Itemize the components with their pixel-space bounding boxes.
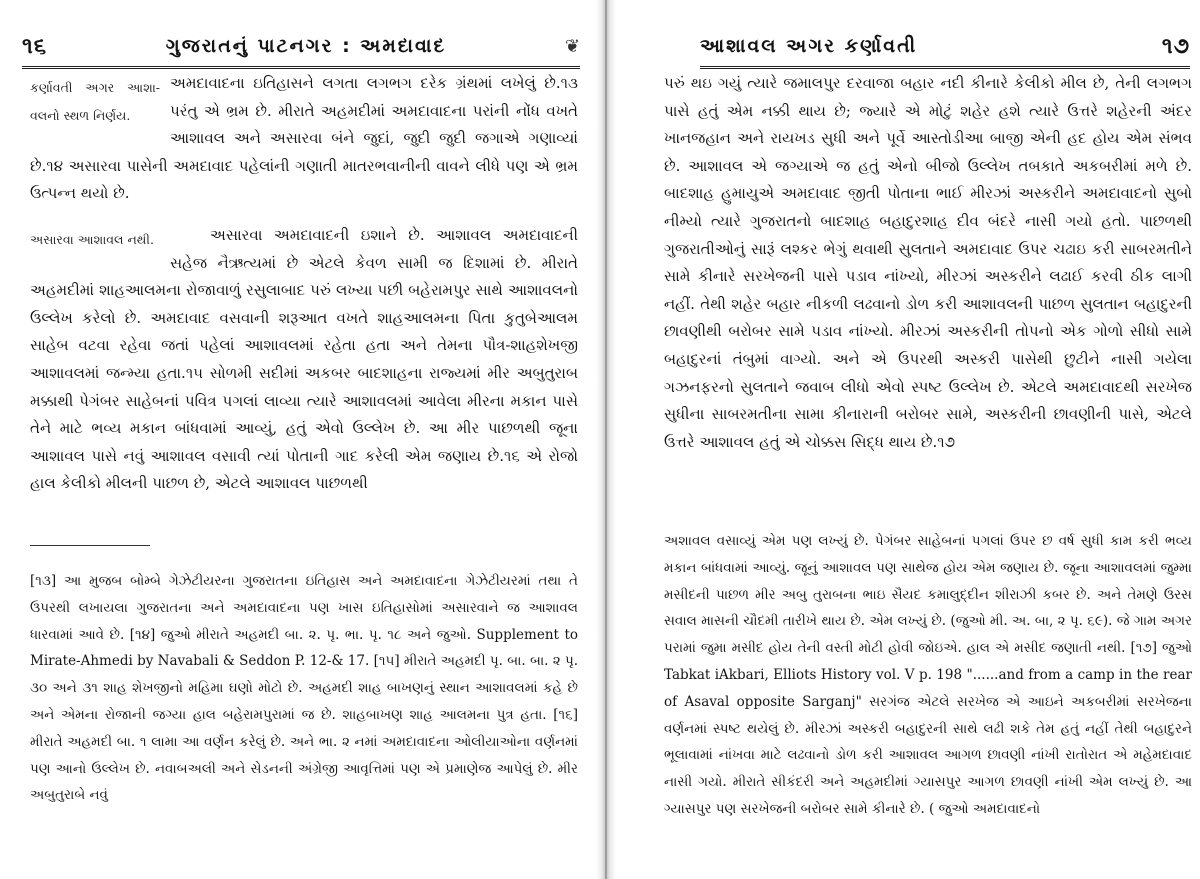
right-body-text <box>664 70 1192 456</box>
left-page-header <box>22 26 580 69</box>
left-paragraph-2-text: અસારવા અમદાવાદની ઇશાને છે. આશાવલ અમદાવાદની સહેજ નૈઋત્યમાં છે એટલે કેવળ સામી જ દિશામાં છે. મીરાતે અહમદીમાં શાહઆલમના રોજાવાળું રસુલાબાદ પરું લખ્યા પછી બહેરામપુર સાથે આશાવલનો ઉલ્લેખ કરેલો છે. અમદાવાદ વસવાની શરૂઆત વખતે શાહઆલમના પિતા કુતુબેઆલમ સાહેબ વટવા રહેવા જતાં પહેલાં આશાવલમાં રહેતા હતા અને તેમના પૌત્ર-શાહશેખજી આશાવલમાં જન્મ્યા હતા.૧૫ સોળમી સદીમાં અકબર બાદશાહના રાજ્યમાં મીર અબુતુરાબ મક્કાથી પેગંબર સાહેબનાં પવિત્ર પગલાં લાવ્યા ત્યારે આશાવલમાં આવેલા મીરના મકાન પાસે તેને માટે ભવ્ય મકાન બાંધવામાં આવ્યું, હતું એવો ઉલ્લેખ છે. આ મીર પાછળથી જૂના આશાવલ પાસે નવું આશાવલ વસાવી ત્યાં પોતાની ગાદ કરેલી એમ જણાય છે.૧૬ એ રોજો હાલ કેલીકો મીલની પાછળ છે, એટલે આશાવલ પાછળથી <box>30 225 578 493</box>
right-footnote-block: અશાવલ વસાવ્યું એમ પણ લખ્યું છે. પેગંબર સાહેબનાં પગલાં ઉપર છ વર્ષ સુધી કામ કરી ભવ્ય મકાન બાંધવામાં આવ્યું. જૂનું આશાવલ પણ સાથેજ હોય એમ જણાય છે. જૂના આશાવલમાં જુમ્મા મસીદની પાછળ મીર અબુ તુરાબના ભાઇ સૈયદ કમાલુદ્દીન શીરાઝી કબર છે. અને તેમણે ઉરસ સવાલ માસની ચૌદમી તારીખે થાય છે. એમ લખ્યું છે. (જુઓ મી. અ. બા, ૨ પૃ. ૬૯). જે ગામ અગર પરામાં જુમા મસીદ હોય તેની વસ્તી મોટી હોવી જોઇએ. હાલ એ મસીદ જણાતી નથી. [૧૭] જુઓ Tabkat iAkbari, Elliots History vol. V p. 198 "......and from a camp in the rear of Asaval opposite Sarganj" સરગંજ એટલે સરખેજ એ આઇને અકબરીમાં સરખેજના વર્ણનમાં સ્પષ્ટ થયેલું છે. મીરઝાં અસ્કરી બહાદુરની સાથે લઢી શકે તેમ હતું નહીં તેથી બહાદુરને ભૂલાવામાં નાંખવા માટે લઢવાનો ડોળ કરી આશાવલ આગળ છાવણી નાંખી રાતોરાત એ મહેમદાવાદ નાસી ગયો. મીરાતે સીકંદરી અને અહમદીમાં ગ્યાસપુર આગળ છાવણી નાંખી એમ લખ્યું છે. આ ગ્યાસપુર પણ સરખેજની બરોબર સામે કીનારે છે. ( જુઓ અમદાવાદનો <box>664 533 1192 817</box>
right-paragraph-1: પરું થઇ ગયું ત્યારે જમાલપુર દરવાજા બહાર નદી કીનારે કેલીકો મીલ છે, તેની લગભગ પાસે હતું એમ નક્કી થાય છે; જ્યારે એ મોટું શહેર હશે ત્યારે ઉત્તરે શહેરની અંદર ખાનજહાન અને રાયખડ સુધી અને પૂર્વે આસ્તોડીઆ બાજી એની હદ હોય એમ સંભવ છે. આશાવલ એ જગ્યાએ જ હતું એનો બીજો ઉલ્લેખ તબકાતે અકબરીમાં મળે છે. બાદશાહ હુમાયુએ અમદાવાદ જીતી પોતાના ભાઈ મીરઝાં અસ્કરીને અમદાવાદનો સુબો નીમ્યો ત્યારે ગુજરાતનો બાદશાહ બહાદુરશાહ દીવ બંદરે નાસી ગયો હતો. પાછળથી ગુજરાતીઓનું સારૂં લશ્કર ભેગું થવાથી સુલતાને અમદાવાદ ઉપર ચઢાઇ કરી સાબરમતીને સામે કીનારે સરખેજની પાસે પડાવ નાંખ્યો, મીરઝાં અસ્કરીને લઢાઈ કરવી ઠીક લાગી નહીં. તેથી શહેર બહાર નીકળી લઢવાનો ડોળ કરી આશાવલની પાછળ સુલતાન બહાદુરની છાવણીથી બરોબર સામે પડાવ નાંખ્યો. મીરઝાં અસ્કરીની તોપનો એક ગોળો સીધો સામે બહાદુરનાં તંબુમાં વાગ્યો. અને એ ઉપરથી અસ્કરી પાસેથી છુટીને નાસી ગયેલા ગઝનફરનો સુલતાને જવાબ લીધો એવો સ્પષ્ટ ઉલ્લેખ છે. એટલે અમદાવાદથી સરખેજ સુધીના સાબરમતીના સામા કીનારાની બરોબર સામે, અસ્કરીની છાવણીની પાસે, એટલે ઉત્તરે આશાવલ હતું એ ચોક્કસ સિદ્ધ થાય છે.૧૭ <box>664 74 1192 451</box>
left-paragraph-1-text: અમદાવાદના ઇતિહાસને લગતા લગભગ દરેક ગ્રંથમાં લખેલું છે.૧૩ પરંતુ એ ભ્રમ છે. મીરાતે અહમદીમાં અમદાવાદના પરાંની નોંધ વખતે આશાવલ અને અસારવા બંને જુદાં, જુદી જુદી જગાએ ગણાવ્યાં છે.૧૪ અસારવા પાસેની અમદાવાદ પહેલાંની ગણાતી માતરભવાનીની વાવને લીધે પણ એ ભ્રમ ઉત્પન્ન થયો છે. <box>30 74 578 203</box>
left-running-title: ગુજરાતનું પાટનગર : અમદાવાદ <box>165 35 447 57</box>
left-paragraph-2 <box>30 222 578 498</box>
left-page-number: ૧૬ <box>22 33 48 59</box>
left-footnote-block: [૧૩] આ મુજબ બોમ્બે ગેઝેટીયરના ગુજરાતના ઇતિહાસ અને અમદાવાદના ગેઝેટીયરમાં તથા તે ઉપરથી લખાયલા ગુજરાતના અને અમદાવાદના પણ ખાસ ઇતિહાસોમાં અસારવાને જ આશાવલ ધારવામાં આવે છે. [૧૪] જુઓ મીરાતે અહમદી બા. ૨. પૃ. ભા. પૃ. ૧૮ અને જુઓ. Supplement to Mirate-Ahmedi by Navabali & Seddon P. 12-& 17. [૧૫] મીરાતે અહમદી પૃ. બા. બા. ૨ પૃ. ૩૦ અને ૩૧ શાહ શેખજીનો મહિમા ઘણો મોટો છે. અહમદી શાહ બાખણનું સ્થાન આશાવલમાં કહે છે અને એમના રોજાની જગ્યા હાલ બહેરામપુરામાં જ છે. શાહબાખણ શાહ આલમના પુત્ર હતા. [૧૬] મીરાતે અહમદી બા. ૧ લામા આ વર્ણન કરેલું છે. અને ભા. ૨ નમાં અમદાવાદના ઓલીયાઓના વર્ણનમાં પણ આનો ઉલ્લેખ છે. નવાબઅલી અને સેડનની અંગ્રેજી આવૃત્તિમાં પણ એ પ્રમાણેજ આપેલું છે. મીર અબુતુરાબે નવું <box>30 573 578 804</box>
gutter-divider <box>605 0 607 879</box>
right-page <box>612 0 1200 879</box>
left-side-note-2: અસારવા આશાવલ નથી. <box>30 231 154 247</box>
right-page-header <box>700 26 1190 69</box>
left-body-text <box>30 70 578 498</box>
right-running-title: આશાવલ અગર કર્ણાવતી <box>700 35 918 57</box>
left-paragraph-1 <box>30 70 578 208</box>
right-page-number: ૧૭ <box>1161 33 1190 59</box>
left-footnotes <box>30 568 578 809</box>
left-footnote-rule <box>30 545 150 546</box>
right-footnotes <box>664 528 1192 823</box>
left-side-note-1: કર્ણાવતી અગર આશા- વલનો સ્થળ નિર્ણય. <box>30 80 160 123</box>
ornament-icon: ❦ <box>564 35 580 57</box>
